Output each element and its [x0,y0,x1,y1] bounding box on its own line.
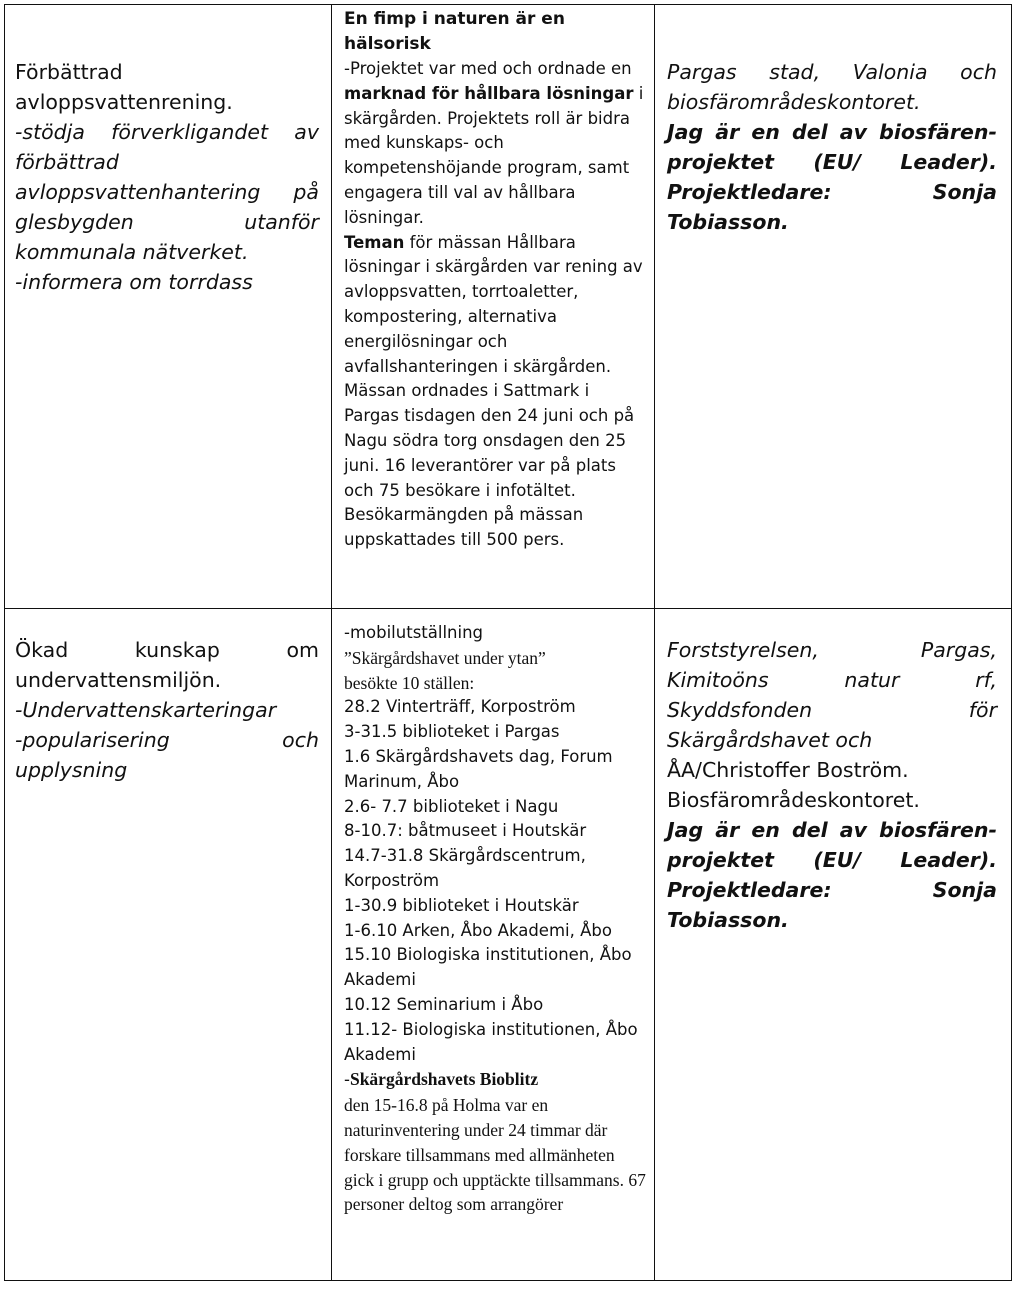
stop-item: 8-10.7: båtmuseet i Houtskär [344,821,587,841]
activity-cell [332,609,655,1281]
bold-text-run: marknad för hållbara lösningar [344,83,634,103]
activity-paragraph [344,57,646,231]
bioblitz-heading [344,1067,646,1093]
goal-title: Ökad kunskap om undervattensmiljön. [15,638,319,692]
goal-title: Förbättrad avloppsvattenrening. [15,60,233,114]
project-note: Jag är en del av biosfären-projektet (EU/ Leader). Projektledare: Sonja Tobiasson. [667,120,997,234]
partners-text: Pargas stad, Valonia och biosfärområdeskontoret. [667,60,997,114]
stop-item: 1.6 Skärgårdshavets dag, Forum Marinum, Åbo [344,746,613,791]
partner-office: Biosfärområdeskontoret. [667,788,920,812]
text-run: -Projektet var med och ordnade en [344,59,632,78]
activity-intro: -mobilutställning [344,623,484,642]
stop-item: 11.12- Biologiska institutionen, Åbo Akademi [344,1019,638,1064]
partner-person: ÅA/Christoffer Boström. [667,758,909,782]
stop-item: 1-30.9 biblioteket i Houtskär [344,895,579,915]
bold-text-run: Teman [344,232,405,252]
table-row [5,5,1012,609]
activity-paragraph [344,231,646,553]
stop-item: 28.2 Vinterträff, Korpoström [344,697,576,717]
goal-item: -Undervattenskarteringar [15,698,277,722]
stop-item: 10.12 Seminarium i Åbo [344,994,544,1014]
goal-item: -stödja förverkligandet av förbättrad avloppsvattenhantering på glesbygden utanför kommunala nätverket. [15,120,319,264]
stop-item: 3-31.5 biblioteket i Pargas [344,722,560,742]
stop-item: 15.10 Biologiska institutionen, Åbo Akademi [344,945,632,990]
project-table [4,4,1012,1281]
partners-cell [655,5,1012,609]
stop-item: 2.6- 7.7 biblioteket i Nagu [344,796,559,816]
activity-heading: En fimp i naturen är en hälsorisk [344,9,565,54]
text-run: - [344,1070,350,1090]
goal-item: -popularisering och upplysning [15,728,319,782]
goal-cell [5,5,332,609]
activity-cell [332,5,655,609]
exhibition-visits: besökte 10 ställen: [344,672,475,693]
text-run: i skärgården. Projektets roll är bidra med kunskaps- och kompetenshöjande program, samt engagera till val av hållbara lösningar. [344,83,644,227]
exhibition-name: ”Skärgårdshavet under ytan” [344,647,546,668]
project-note: Jag är en del av biosfären-projektet (EU/ Leader). Projektledare: Sonja Tobiasson. [667,818,997,932]
goal-item: -informera om torrdass [15,270,253,294]
goal-cell [5,609,332,1281]
bold-text-run: Skärgårdshavets Bioblitz [349,1069,539,1090]
stop-item: 1-6.10 Arken, Åbo Akademi, Åbo [344,920,612,940]
table-row [5,609,1012,1281]
stop-item: 14.7-31.8 Skärgårdscentrum, Korpoström [344,846,586,890]
partners-text: Forststyrelsen, Pargas, Kimitoöns natur rf, Skyddsfonden för Skärgårdshavet och [667,638,997,752]
partners-cell [655,609,1012,1281]
bioblitz-text: den 15-16.8 på Holma var en naturinventering under 24 timmar där forskare tillsammans med allmänheten gick i grupp och upptäckte tillsammans. 67 personer deltog som arrangörer [344,1095,646,1215]
text-run: för mässan Hållbara lösningar i skärgården var rening av avloppsvatten, torrtoaletter, kompostering, alternativa energilösningar och avfallshanteringen i skärgården. Mässan ordnades i Sattmark i Pargas tisdagen den 24 juni och på Nagu södra torg onsdagen den 25 juni. 16 leverantörer var på plats och 75 besökare i infotältet. Besökarmängden på mässan uppskattades till 500 pers. [344,232,643,550]
